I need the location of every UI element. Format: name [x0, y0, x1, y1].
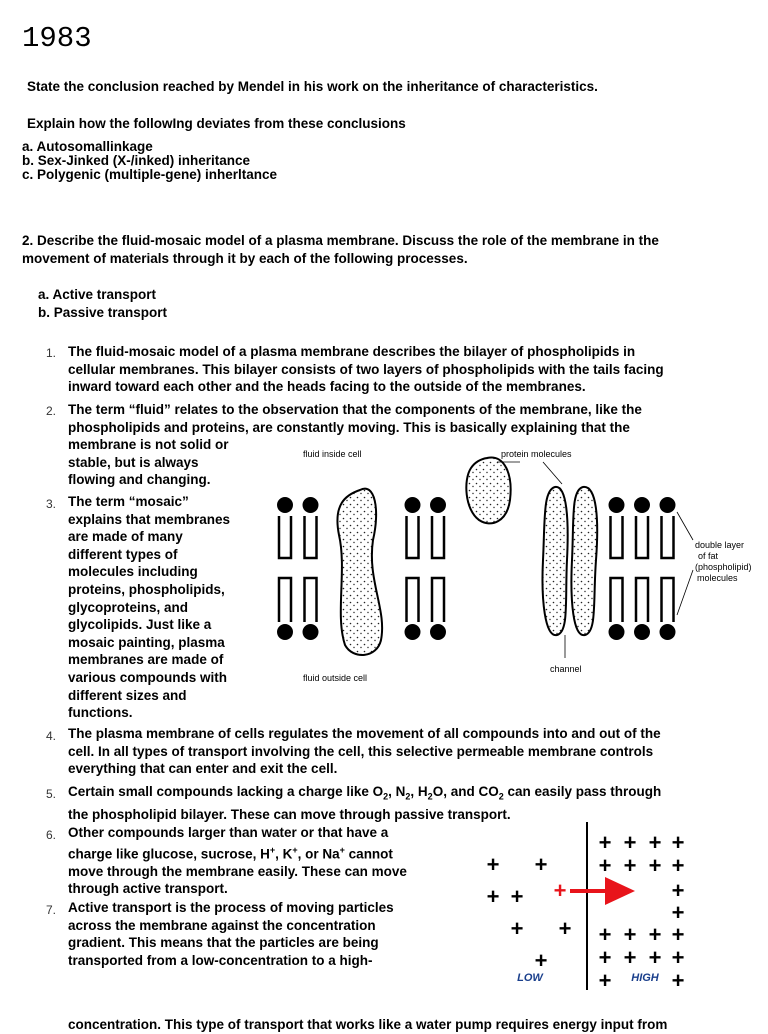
question-1-items	[22, 140, 277, 182]
lipid-tail	[305, 516, 317, 558]
question-1-item: c. Polygenic (multiple-gene) inherltance	[22, 167, 278, 182]
answer-2-full	[68, 401, 642, 436]
plus-particle: +	[486, 852, 500, 877]
answer-7-cut-line: concentration. This type of transport that works like a water pump requires energy input from	[68, 1017, 668, 1032]
plus-particle: +	[598, 853, 612, 878]
question-2-line-2: movement of materials through it by each of the following processes.	[22, 251, 468, 266]
question-1-item: a. Autosomallinkage	[22, 139, 153, 154]
answer-line: The term “mosaic”	[68, 494, 189, 509]
lipid-tail	[611, 516, 623, 558]
bilayer-label-line	[677, 512, 693, 540]
double-layer-label: double layer	[695, 540, 745, 550]
lipid-head	[634, 497, 650, 513]
protein-molecules-label: protein molecules	[501, 449, 572, 459]
lipid-tail	[662, 516, 674, 558]
particle-marks	[487, 830, 685, 992]
answer-line: functions.	[68, 705, 133, 721]
plus-particle: +	[671, 968, 685, 992]
answer-line: The plasma membrane of cells regulates the movement of all compounds into and out of the	[68, 726, 661, 741]
answer-line: The term “fluid” relates to the observation that the components of the membrane, like the	[68, 402, 642, 417]
answer-line: molecules including	[68, 564, 198, 580]
answer-line: proteins, phospholipids,	[68, 581, 225, 597]
moving-particle: +	[553, 878, 567, 903]
membrane-diagram	[265, 440, 765, 690]
fluid-inside-label: fluid inside cell	[303, 449, 362, 459]
answer-line: are made of many	[68, 529, 183, 545]
plus-particle: +	[671, 945, 685, 970]
question-2-items	[38, 286, 167, 322]
answer-line: Certain small compounds lacking a charge like $O_2$, $N_2$, $H_2O$, and $CO_2$ can easily pass through	[68, 784, 662, 802]
plus-particle: +	[671, 878, 685, 903]
channel-label: channel	[550, 664, 582, 674]
answer-line: mosaic painting, plasma	[68, 634, 225, 650]
plus-particle: +	[648, 945, 662, 970]
lipid-head	[303, 624, 319, 640]
plus-particle: +	[623, 830, 637, 855]
answer-line: different sizes and	[68, 687, 187, 703]
protein-molecule-large	[337, 489, 382, 655]
answer-line: different types of	[68, 546, 178, 562]
plus-particle: +	[623, 945, 637, 970]
answer-number: 2.	[45, 404, 56, 418]
high-label: HIGH	[631, 972, 659, 984]
answer-line: glycoproteins, and	[68, 599, 189, 615]
answer-line: Active transport is the process of moving particles	[68, 900, 394, 915]
answer-line: gradient. This means that the particles are being	[68, 935, 379, 951]
plus-particle: +	[534, 852, 548, 877]
answer-line: flowing and changing.	[68, 472, 211, 488]
protein-molecule-top	[466, 458, 510, 524]
answer-line: stable, but is always	[68, 454, 199, 470]
double-layer-label: (phospholipid)	[695, 562, 752, 572]
answer-7	[68, 899, 394, 969]
answer-line: across the membrane against the concentration	[68, 917, 376, 933]
answer-1	[68, 343, 664, 396]
answer-line: move through the membrane easily. These can move	[68, 863, 407, 879]
answer-number: 3.	[45, 497, 56, 511]
plus-particle: +	[671, 853, 685, 878]
fluid-outside-label: fluid outside cell	[303, 673, 368, 683]
answer-number: 4.	[45, 729, 56, 743]
bilayer-label-line	[677, 570, 693, 615]
plus-particle: +	[598, 922, 612, 947]
plus-particle: +	[486, 884, 500, 909]
answer-number: 7.	[45, 903, 56, 917]
answer-line: everything that can enter and exit the cell.	[68, 761, 338, 777]
lipid-tail	[432, 578, 444, 622]
lipid-tail	[432, 516, 444, 558]
answer-3	[68, 493, 230, 722]
active-transport-diagram	[475, 818, 700, 992]
lipid-tail	[636, 516, 648, 558]
lipid-tail	[279, 578, 291, 622]
question-1-prompt: State the conclusion reached by Mendel in his work on the inheritance of characteristics.	[27, 79, 598, 94]
lipid-head	[609, 624, 625, 640]
plus-particle: +	[623, 922, 637, 947]
answer-line: membrane is not solid or	[68, 437, 229, 452]
answer-line: glycolipids. Just like a	[68, 617, 212, 633]
plus-particle: +	[648, 922, 662, 947]
plus-particle: +	[534, 948, 548, 973]
plus-particle: +	[671, 922, 685, 947]
lipid-head	[430, 497, 446, 513]
answer-4	[68, 725, 661, 778]
lipid-head	[660, 624, 676, 640]
answer-line: Other compounds larger than water or that have a	[68, 825, 389, 840]
lipid-tail	[305, 578, 317, 622]
answer-number: 1.	[45, 346, 56, 360]
double-layer-label: molecules	[697, 573, 738, 583]
plus-particle: +	[510, 884, 524, 909]
lipid-tail	[662, 578, 674, 622]
answer-6	[68, 824, 407, 898]
answer-line: phospholipids and proteins, are constantly moving. This is basically explaining that the	[68, 419, 630, 435]
lipid-head	[303, 497, 319, 513]
question-1-explain: Explain how the followIng deviates from these conclusions	[27, 116, 406, 131]
protein-channel-left	[543, 487, 568, 635]
answer-number: 5.	[45, 787, 56, 801]
question-1-item: b. Sex-Jinked (X-/inked) inheritance	[22, 153, 251, 168]
answer-line: explains that membranes	[68, 511, 231, 527]
answer-line: charge like glucose, sucrose, H+, K+, or Na+ cannot	[68, 844, 393, 862]
plus-particle: +	[671, 900, 685, 925]
plus-particle: +	[671, 830, 685, 855]
lipid-head	[277, 497, 293, 513]
question-2-item: a. Active transport	[38, 287, 157, 302]
answer-line: the phospholipid bilayer. These can move through passive transport.	[68, 807, 511, 823]
page-year: 1983	[22, 22, 92, 55]
lipid-head	[634, 624, 650, 640]
plus-particle: +	[598, 945, 612, 970]
lipid-tail	[407, 516, 419, 558]
question-2-line-1: 2. Describe the fluid-mosaic model of a plasma membrane. Discuss the role of the membrane in the	[22, 233, 659, 248]
lipid-tail	[611, 578, 623, 622]
answer-line: various compounds with	[68, 669, 228, 685]
plus-particle: +	[510, 916, 524, 941]
lipid-tail	[279, 516, 291, 558]
lipid-tail	[636, 578, 648, 622]
plus-particle: +	[598, 968, 612, 992]
lipid-head	[405, 624, 421, 640]
answer-line: The fluid-mosaic model of a plasma membrane describes the bilayer of phospholipids in	[68, 344, 636, 359]
answer-line: cellular membranes. This bilayer consists of two layers of phospholipids with the tails facing	[68, 361, 664, 377]
plus-particle: +	[623, 853, 637, 878]
answer-line: through active transport.	[68, 881, 228, 897]
plus-particle: +	[648, 853, 662, 878]
lipid-head	[405, 497, 421, 513]
transport-arrow-head	[605, 877, 635, 905]
answer-line: membranes are made of	[68, 652, 224, 668]
protein-label-line	[543, 462, 562, 484]
answer-line: transported from a low-concentration to a high-	[68, 952, 373, 968]
plus-particle: +	[648, 830, 662, 855]
lipid-head	[430, 624, 446, 640]
low-label: LOW	[517, 972, 543, 984]
answer-line: cell. In all types of transport involving the cell, this selective permeable membrane controls	[68, 743, 654, 759]
protein-channel-right	[571, 487, 597, 635]
answer-2-short	[68, 436, 229, 489]
plus-particle: +	[558, 916, 572, 941]
double-layer-label: of fat	[698, 551, 719, 561]
lipid-tail	[407, 578, 419, 622]
question-2-item: b. Passive transport	[38, 305, 168, 320]
lipid-head	[277, 624, 293, 640]
answer-number: 6.	[45, 828, 56, 842]
lipid-head	[609, 497, 625, 513]
plus-particle: +	[598, 830, 612, 855]
lipid-head	[660, 497, 676, 513]
answer-line: inward toward each other and the heads facing to the outside of the membranes.	[68, 379, 586, 395]
